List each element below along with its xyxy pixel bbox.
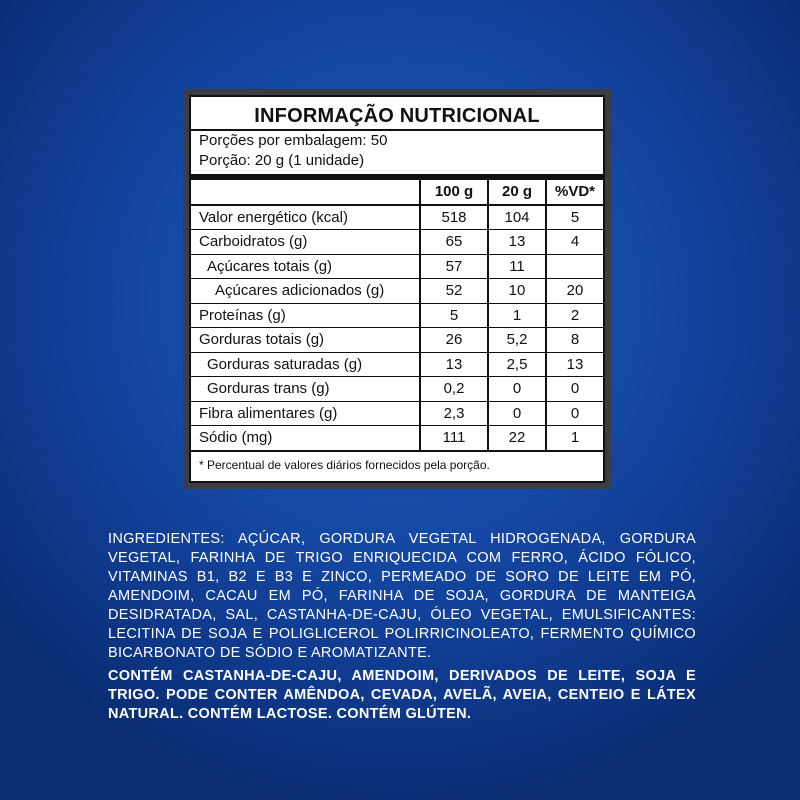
table-row — [191, 352, 603, 377]
nutrient-rows — [191, 205, 603, 450]
value-per-serving: 11 — [488, 254, 546, 279]
column-header-vd: %VD* — [546, 180, 603, 205]
table-row — [191, 279, 603, 304]
table-row — [191, 205, 603, 230]
column-header-serving: 20 g — [488, 180, 546, 205]
nutrition-label-frame — [183, 89, 611, 489]
value-percent-dv: 4 — [546, 230, 603, 255]
value-per-100g: 518 — [420, 205, 488, 230]
value-percent-dv: 0 — [546, 377, 603, 402]
header-blank — [191, 180, 420, 205]
value-per-serving: 0 — [488, 377, 546, 402]
nutrient-name: Açúcares totais (g) — [191, 254, 420, 279]
value-per-serving: 0 — [488, 401, 546, 426]
column-header-100g: 100 g — [420, 180, 488, 205]
value-per-100g: 0,2 — [420, 377, 488, 402]
table-header-row — [191, 180, 603, 205]
value-per-serving: 1 — [488, 303, 546, 328]
value-per-100g: 2,3 — [420, 401, 488, 426]
value-percent-dv: 5 — [546, 205, 603, 230]
nutrition-facts-table — [189, 95, 605, 483]
allergen-warning: CONTÉM CASTANHA-DE-CAJU, AMENDOIM, DERIVADOS DE LEITE, SOJA E TRIGO. PODE CONTER AMÊNDOA, CEVADA, AVELÃ, AVEIA, CENTEIO E LÁTEX NATURAL. CONTÉM LACTOSE. CONTÉM GLÚTEN. — [108, 668, 696, 722]
nutrient-name: Sódio (mg) — [191, 426, 420, 450]
nutrient-name: Gorduras trans (g) — [191, 377, 420, 402]
value-per-100g: 26 — [420, 328, 488, 353]
table-row — [191, 230, 603, 255]
value-per-serving: 2,5 — [488, 352, 546, 377]
value-per-serving: 22 — [488, 426, 546, 450]
value-per-serving: 104 — [488, 205, 546, 230]
table-row — [191, 426, 603, 450]
value-per-serving: 13 — [488, 230, 546, 255]
value-per-serving: 10 — [488, 279, 546, 304]
nutrient-table — [191, 180, 603, 450]
table-row — [191, 254, 603, 279]
table-row — [191, 328, 603, 353]
ingredients-text: INGREDIENTES: AÇÚCAR, GORDURA VEGETAL HIDROGENADA, GORDURA VEGETAL, FARINHA DE TRIGO ENRIQUECIDA COM FERRO, ÁCIDO FÓLICO, VITAMINAS B1, B2 E B3 E ZINCO, PERMEADO DE SORO DE LEITE EM PÓ, AMENDOIM, CACAU EM PÓ, FARINHA DE SOJA, GORDURA DE MANTEIGA DESIDRATADA, SAL, CASTANHA-DE-CAJU, ÓLEO VEGETAL, EMULSIFICANTES: LECITINA DE SOJA E POLIGLICEROL POLIRRICINOLEATO, FERMENTO QUÍMICO BICARBONATO DE SÓDIO E AROMATIZANTE. — [108, 531, 696, 661]
nutrition-title: INFORMAÇÃO NUTRICIONAL — [254, 105, 540, 127]
value-percent-dv: 20 — [546, 279, 603, 304]
value-percent-dv: 1 — [546, 426, 603, 450]
nutrient-name: Carboidratos (g) — [191, 230, 420, 255]
value-percent-dv: 13 — [546, 352, 603, 377]
value-per-100g: 111 — [420, 426, 488, 450]
value-percent-dv — [546, 254, 603, 279]
nutrient-name: Fibra alimentares (g) — [191, 401, 420, 426]
nutrient-name: Valor energético (kcal) — [191, 205, 420, 230]
table-row — [191, 303, 603, 328]
nutrient-name: Gorduras totais (g) — [191, 328, 420, 353]
value-percent-dv: 2 — [546, 303, 603, 328]
table-row — [191, 401, 603, 426]
value-per-100g: 57 — [420, 254, 488, 279]
value-per-serving: 5,2 — [488, 328, 546, 353]
value-per-100g: 52 — [420, 279, 488, 304]
table-row — [191, 377, 603, 402]
serving-size: Porção: 20 g (1 unidade) — [199, 152, 365, 169]
value-per-100g: 13 — [420, 352, 488, 377]
value-percent-dv: 8 — [546, 328, 603, 353]
servings-per-package: Porções por embalagem: 50 — [199, 132, 388, 149]
nutrient-name: Açúcares adicionados (g) — [191, 279, 420, 304]
nutrient-name: Gorduras saturadas (g) — [191, 352, 420, 377]
value-per-100g: 65 — [420, 230, 488, 255]
value-percent-dv: 0 — [546, 401, 603, 426]
value-per-100g: 5 — [420, 303, 488, 328]
nutrient-name: Proteínas (g) — [191, 303, 420, 328]
footnote: * Percentual de valores diários fornecidos pela porção. — [191, 450, 603, 472]
